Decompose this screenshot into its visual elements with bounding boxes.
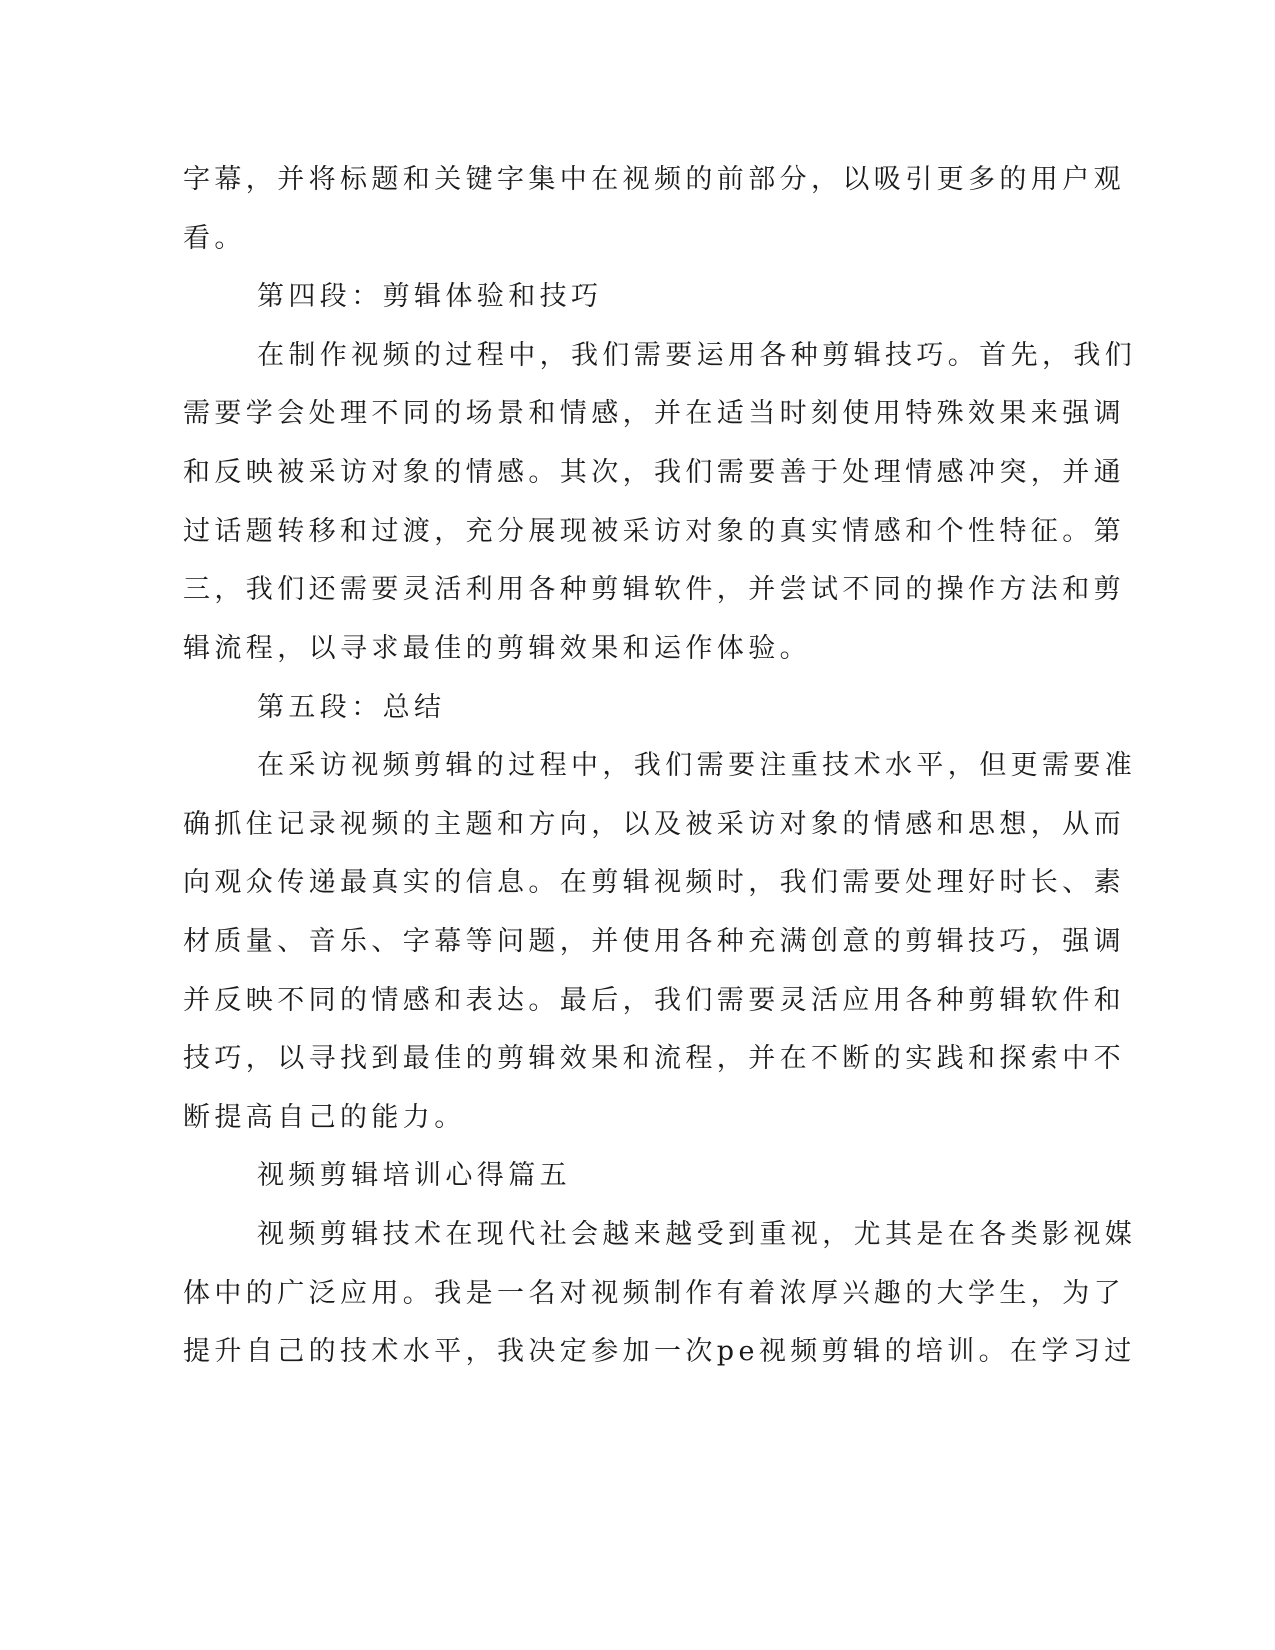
text-line: 断提高自己的能力。 — [183, 1102, 466, 1133]
text-line: 在制作视频的过程中，我们需要运用各种剪辑技巧。首先，我们 — [257, 340, 1137, 371]
section-heading: 第四段：剪辑体验和技巧 — [257, 281, 603, 312]
text-line: 在采访视频剪辑的过程中，我们需要注重技术水平，但更需要准 — [257, 750, 1137, 781]
text-line: 确抓住记录视频的主题和方向，以及被采访对象的情感和思想，从而 — [183, 809, 1125, 840]
text-line: 字幕，并将标题和关键字集中在视频的前部分，以吸引更多的用户观 — [183, 164, 1125, 195]
text-line: 技巧，以寻找到最佳的剪辑效果和流程，并在不断的实践和探索中不 — [183, 1043, 1125, 1074]
text-line: 辑流程，以寻求最佳的剪辑效果和运作体验。 — [183, 633, 811, 664]
section-heading: 视频剪辑培训心得篇五 — [257, 1160, 571, 1191]
text-line: 过话题转移和过渡，充分展现被采访对象的真实情感和个性特征。第 — [183, 516, 1125, 547]
text-line: 三，我们还需要灵活利用各种剪辑软件，并尝试不同的操作方法和剪 — [183, 574, 1125, 605]
text-line: 看。 — [183, 223, 246, 254]
text-line: 体中的广泛应用。我是一名对视频制作有着浓厚兴趣的大学生，为了 — [183, 1278, 1125, 1309]
text-line: 视频剪辑技术在现代社会越来越受到重视，尤其是在各类影视媒 — [257, 1219, 1137, 1250]
text-line: 材质量、音乐、字幕等问题，并使用各种充满创意的剪辑技巧，强调 — [183, 926, 1125, 957]
text-line: 提升自己的技术水平，我决定参加一次pe视频剪辑的培训。在学习过 — [183, 1336, 1136, 1367]
text-line: 需要学会处理不同的场景和情感，并在适当时刻使用特殊效果来强调 — [183, 398, 1125, 429]
section-heading: 第五段：总结 — [257, 692, 446, 723]
text-line: 并反映不同的情感和表达。最后，我们需要灵活应用各种剪辑软件和 — [183, 985, 1125, 1016]
text-line: 向观众传递最真实的信息。在剪辑视频时，我们需要处理好时长、素 — [183, 867, 1125, 898]
text-line: 和反映被采访对象的情感。其次，我们需要善于处理情感冲突，并通 — [183, 457, 1125, 488]
